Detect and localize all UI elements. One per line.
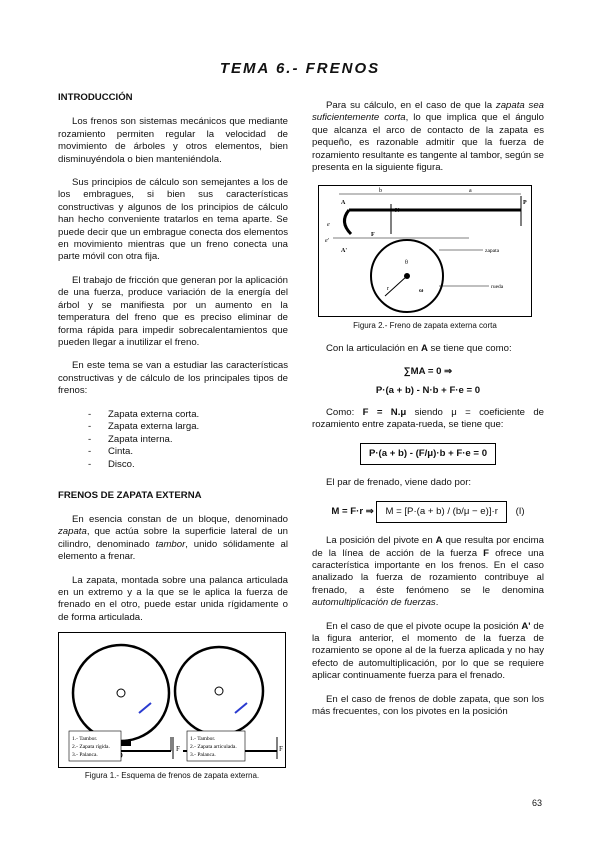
right-paragraph-6: En el caso de que el pivote ocupe la posición A' de la figura anterior, el momento de la fuerza de rozamiento se opone al de la fuerza aplicada y no hay efecto de automultiplicación, por lo que se requiere aplicar continuamente fuerza para el frenado. [312, 620, 545, 682]
figure-1-caption: Figura 1.- Esquema de frenos de zapata externa. [84, 771, 260, 780]
list-item: - Disco. [88, 458, 135, 470]
legend-left-2: 2.- Zapata rígida. [72, 744, 110, 750]
equation-3-number: (I) [515, 505, 525, 517]
intro-paragraph-2: Sus principios de cálculo son semejantes a los de los embragues, si bien sus características constructivas y algunos de los principios de cálculo han hecho conveniente tratarlos en tema aparte. Se puede decir que un embrague conecta dos elementos en movimiento mientras que un freno conecta una parte móvil con otra fija. [58, 177, 288, 263]
label-rueda: rueda [491, 284, 504, 291]
figure-2-caption: Figura 2.- Freno de zapata externa corta [353, 321, 497, 331]
list-item: - Zapata interna. [88, 433, 173, 445]
label-r: r [387, 286, 389, 293]
equation-3-lhs: M = F·r ⇒ [331, 505, 374, 517]
label-F: F [371, 232, 375, 239]
intro-paragraph-1: Los frenos son sistemas mecánicos que mediante rozamiento permiten regular la velocidad de movimiento de árboles y otros elementos, bien disminuyéndola o bien manteniéndola. [58, 116, 288, 165]
equation-2-box: P·(a + b) - (F/μ)·b + F·e = 0 [360, 443, 496, 465]
list-item: - Zapata externa larga. [88, 421, 200, 433]
page-title: TEMA 6.- FRENOS [219, 60, 381, 77]
list-item: - Zapata externa corta. [88, 408, 200, 420]
label-a: a [469, 188, 472, 195]
right-paragraph-7: En el caso de frenos de doble zapata, que son los más frecuentes, con los pivotes en la posición [312, 693, 544, 717]
intro-heading: INTRODUCCIÓN [58, 92, 133, 103]
right-paragraph-1: Para su cálculo, en el caso de que la zapata sea suficientemente corta, lo que implica que el ángulo que alcanza el arco de contacto de la zapata es pequeño, es razonable admitir que la fuerza de rozamiento resultante es tangente al tambor, según se presenta en la siguiente figura. [312, 100, 545, 174]
equation-1b: P·(a + b) - N·b + F·e = 0 [375, 384, 481, 396]
external-paragraph-2: La zapata, montada sobre una palanca articulada en un extremo y a la que se le aplica la fuerza de frenado en el otro, puede estar unida rígidamente o de forma articulada. [58, 574, 288, 623]
label-theta: θ [405, 260, 408, 267]
brake-types-list [88, 409, 288, 472]
label-zapata: zapata [485, 248, 500, 255]
external-heading: FRENOS DE ZAPATA EXTERNA [58, 489, 202, 501]
label-omega: ω [419, 288, 424, 295]
legend-right-2: 2.- Zapata articulada. [190, 744, 237, 750]
external-paragraph-1: En esencia constan de un bloque, denominado zapata, que actúa sobre la superficie lateral de un cilindro, denominado tambor, unido sólidamente al elemento a frenar. [58, 513, 288, 563]
label-eprime: e' [325, 238, 329, 245]
legend-left-3: 3.- Palanca. [72, 752, 98, 758]
label-N: N [395, 208, 400, 215]
legend-right-1: 1.- Tambor. [190, 736, 216, 742]
label-Aprime: A' [341, 248, 347, 255]
figure-2-drawing [319, 186, 533, 316]
legend-left-1: 1.- Tambor. [72, 736, 98, 742]
right-paragraph-4: El par de frenado, viene dado por: [326, 477, 472, 489]
label-e: e [327, 222, 330, 229]
force-label-left: F [176, 745, 180, 753]
page-number: 63 [531, 798, 542, 808]
label-A: A [341, 200, 346, 207]
intro-paragraph-3: El trabajo de fricción que generan por la aplicación de una fuerza, produce variación de la energía del árbol y se manifiesta por un aumento en la temperatura del freno que es preciso eliminar de forma rápida para impedir sobrecalentamientos que pueden llegar a inutilizar el freno. [58, 274, 288, 348]
legend-right-3: 3.- Palanca. [190, 752, 216, 758]
figure-2 [318, 185, 532, 332]
equation-3 [312, 501, 544, 523]
figure-1 [58, 632, 286, 790]
label-P: P [523, 200, 527, 207]
list-item: - Cinta. [88, 446, 134, 458]
right-column [312, 100, 544, 729]
right-paragraph-5: La posición del pivote en A que resulta por encima de la línea de acción de la fuerza F ofrece una característica importante en los frenos. En el caso analizado la fuerza de rozamiento contribuye al frenado, a éste fenómeno se le denomina automultiplicación de fuerzas. [312, 535, 544, 609]
right-paragraph-3: Como: F = N.μ siendo μ = coeficiente de rozamiento entre zapata-rueda, se tiene que: [312, 407, 544, 431]
figure-1-drawing [59, 633, 287, 767]
equation-3-box: M = [P·(a + b) / (b/μ − e)]·r [376, 501, 506, 523]
equation-1a: ∑MA = 0 ⇒ [403, 366, 453, 378]
label-b: b [379, 188, 382, 195]
left-column [58, 92, 288, 635]
intro-paragraph-4: En este tema se van a estudiar las características constructivas y de cálculo de los principales tipos de frenos: [58, 360, 288, 397]
force-label-right: F [279, 745, 283, 753]
right-paragraph-2: Con la articulación en A se tiene que como: [326, 342, 512, 354]
